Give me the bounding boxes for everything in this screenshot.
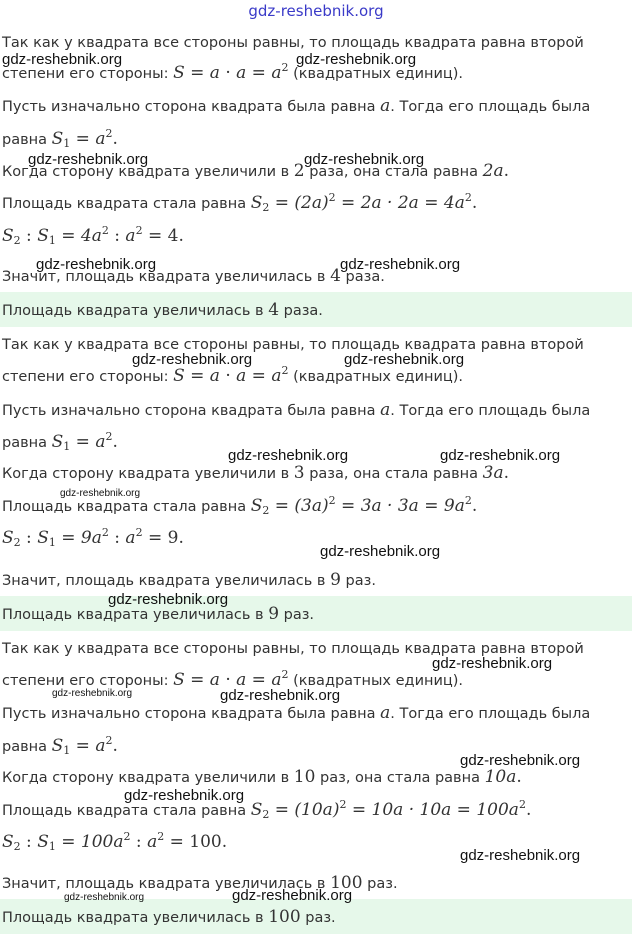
block1-line7: $S_2$ : $S_1 = 4a^2$ : $a^2 = 4$. bbox=[2, 224, 184, 247]
watermark[interactable]: gdz-reshebnik.org bbox=[320, 543, 441, 560]
block1-answer: Площадь квадрата увеличилась в 4 раза. bbox=[0, 292, 632, 327]
watermark[interactable]: gdz-reshebnik.org bbox=[344, 351, 465, 368]
block3-line6: Площадь квадрата стала равна $S_2 = (10a)^2 = 10a \cdot 10a = 100a^2$. bbox=[2, 798, 532, 821]
watermark[interactable]: gdz-reshebnik.org bbox=[60, 488, 141, 499]
watermark[interactable]: gdz-reshebnik.org bbox=[36, 256, 157, 273]
block1-line2: степени его стороны: $S = a \cdot a = a^2$ (квадратных единиц). bbox=[2, 61, 464, 83]
block3-line8: Значит, площадь квадрата увеличилась в 100 раз. bbox=[2, 873, 398, 893]
watermark[interactable]: gdz-reshebnik.org bbox=[296, 51, 417, 68]
block3-line1: Так как у квадрата все стороны равны, то площадь квадрата равна второй bbox=[2, 641, 584, 657]
watermark[interactable]: gdz-reshebnik.org bbox=[220, 687, 341, 704]
block2-line3: Пусть изначально сторона квадрата была равна a. Тогда его площадь была bbox=[2, 400, 591, 420]
block1-line1: Так как у квадрата все стороны равны, то площадь квадрата равна второй bbox=[2, 35, 584, 51]
watermark[interactable]: gdz-reshebnik.org bbox=[228, 447, 349, 464]
watermark[interactable]: gdz-reshebnik.org bbox=[64, 892, 145, 903]
watermark[interactable]: gdz-reshebnik.org bbox=[52, 688, 133, 699]
block2-line1: Так как у квадрата все стороны равны, то площадь квадрата равна второй bbox=[2, 337, 584, 353]
watermark[interactable]: gdz-reshebnik.org bbox=[2, 51, 123, 68]
header-watermark[interactable]: gdz-reshebnik.org bbox=[248, 2, 384, 20]
block3-line7: $S_2$ : $S_1 = 100a^2$ : $a^2 = 100$. bbox=[2, 830, 228, 853]
block2-line5: Когда сторону квадрата увеличили в 3 раза, она стала равна 3a. bbox=[2, 463, 510, 483]
watermark[interactable]: gdz-reshebnik.org bbox=[460, 847, 581, 864]
watermark[interactable]: gdz-reshebnik.org bbox=[340, 256, 461, 273]
block2-line8: Значит, площадь квадрата увеличилась в 9 раз. bbox=[2, 570, 376, 590]
block2-line6: Площадь квадрата стала равна $S_2 = (3a)^2 = 3a \cdot 3a = 9a^2$. bbox=[2, 494, 478, 517]
block1-line4: равна $S_1 = a^2$. bbox=[2, 127, 118, 150]
block2-line2: степени его стороны: $S = a \cdot a = a^2$ (квадратных единиц). bbox=[2, 364, 464, 386]
block1-line6: Площадь квадрата стала равна $S_2 = (2a)^2 = 2a \cdot 2a = 4a^2$. bbox=[2, 191, 478, 214]
watermark[interactable]: gdz-reshebnik.org bbox=[432, 655, 553, 672]
watermark[interactable]: gdz-reshebnik.org bbox=[124, 787, 245, 804]
block1-line5: Когда сторону квадрата увеличили в 2 раза, она стала равна 2a. bbox=[2, 161, 510, 181]
block1-line8: Значит, площадь квадрата увеличилась в 4 раза. bbox=[2, 266, 385, 286]
watermark[interactable]: gdz-reshebnik.org bbox=[232, 887, 353, 904]
block3-line3: Пусть изначально сторона квадрата была равна a. Тогда его площадь была bbox=[2, 703, 591, 723]
block3-line5: Когда сторону квадрата увеличили в 10 раз, она стала равна 10a. bbox=[2, 767, 522, 787]
watermark[interactable]: gdz-reshebnik.org bbox=[28, 151, 149, 168]
block2-line4: равна $S_1 = a^2$. bbox=[2, 430, 118, 453]
watermark[interactable]: gdz-reshebnik.org bbox=[460, 752, 581, 769]
block2-answer: Площадь квадрата увеличилась в 9 раз. bbox=[0, 596, 632, 631]
block3-answer: Площадь квадрата увеличилась в 100 раз. bbox=[0, 899, 632, 934]
block3-line4: равна $S_1 = a^2$. bbox=[2, 734, 118, 757]
block1-line3: Пусть изначально сторона квадрата была равна a. Тогда его площадь была bbox=[2, 96, 591, 116]
watermark[interactable]: gdz-reshebnik.org bbox=[132, 351, 253, 368]
watermark[interactable]: gdz-reshebnik.org bbox=[440, 447, 561, 464]
watermark[interactable]: gdz-reshebnik.org bbox=[108, 591, 229, 608]
block3-line2: степени его стороны: $S = a \cdot a = a^2$ (квадратных единиц). bbox=[2, 668, 464, 690]
block2-line7: $S_2$ : $S_1 = 9a^2$ : $a^2 = 9$. bbox=[2, 526, 184, 549]
watermark[interactable]: gdz-reshebnik.org bbox=[304, 151, 425, 168]
